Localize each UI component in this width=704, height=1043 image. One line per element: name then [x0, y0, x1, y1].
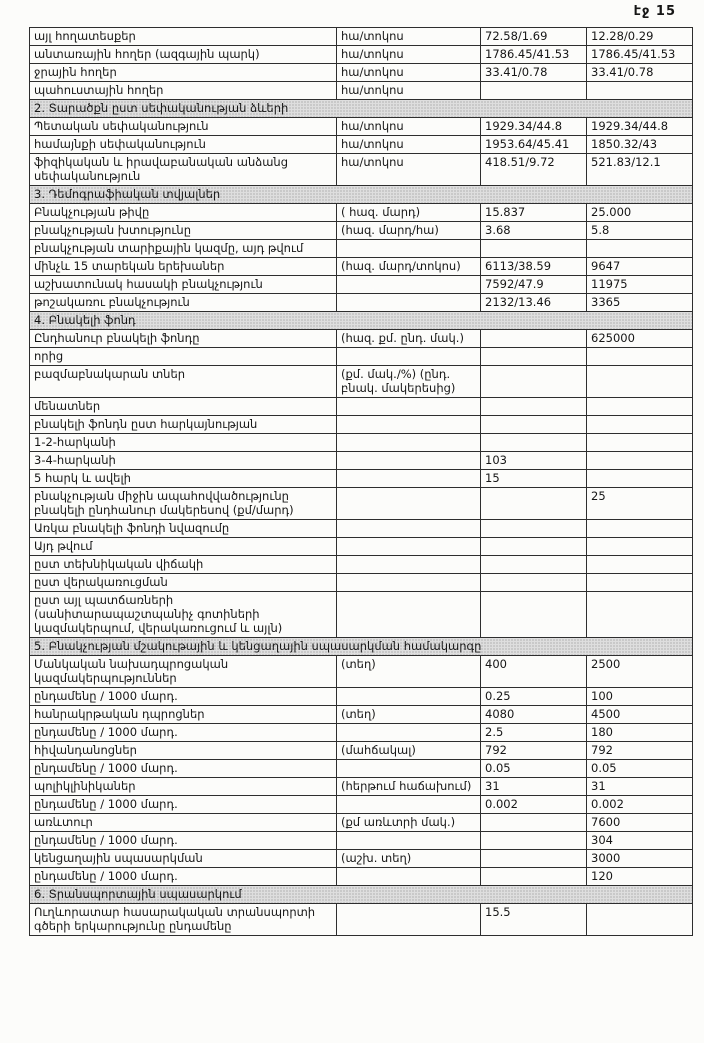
- row-value2-cell: 11975: [587, 276, 693, 294]
- row-label-cell: ընդամենը / 1000 մարդ.: [30, 760, 337, 778]
- table-row: [30, 796, 693, 814]
- table-row: [30, 556, 693, 574]
- row-label-cell: ջրային հողեր: [30, 64, 337, 82]
- row-label-cell: այլ հողատեսքեր: [30, 28, 337, 46]
- row-unit-cell: (մահճակալ): [337, 742, 481, 760]
- row-label-cell: Բնակչության թիվը: [30, 204, 337, 222]
- row-value2-cell: 304: [587, 832, 693, 850]
- section-label: 3. Դեմոգրաֆիական տվյալներ: [30, 186, 693, 204]
- row-unit-cell: [337, 538, 481, 556]
- row-value1-cell: [481, 814, 587, 832]
- row-value1-cell: 31: [481, 778, 587, 796]
- row-value2-cell: [587, 366, 693, 398]
- row-value2-cell: 120: [587, 868, 693, 886]
- row-value1-cell: 418.51/9.72: [481, 154, 587, 186]
- row-label-cell: հիվանդանոցներ: [30, 742, 337, 760]
- row-value2-cell: 9647: [587, 258, 693, 276]
- row-value1-cell: [481, 434, 587, 452]
- row-label-cell: ընդամենը / 1000 մարդ.: [30, 868, 337, 886]
- row-label-cell: համայնքի սեփականություն: [30, 136, 337, 154]
- table-row: [30, 258, 693, 276]
- row-value1-cell: 103: [481, 452, 587, 470]
- row-label-cell: ըստ վերակառուցման: [30, 574, 337, 592]
- table-row: [30, 46, 693, 64]
- row-value1-cell: 2132/13.46: [481, 294, 587, 312]
- row-value2-cell: 0.002: [587, 796, 693, 814]
- row-value1-cell: [481, 556, 587, 574]
- row-unit-cell: (հերթում հաճախում): [337, 778, 481, 796]
- row-unit-cell: [337, 796, 481, 814]
- table-row: [30, 574, 693, 592]
- row-value1-cell: [481, 574, 587, 592]
- row-value2-cell: 625000: [587, 330, 693, 348]
- row-label-cell: ընդամենը / 1000 մարդ.: [30, 688, 337, 706]
- row-value2-cell: 3365: [587, 294, 693, 312]
- row-value2-cell: [587, 398, 693, 416]
- report-table: [29, 27, 693, 936]
- row-unit-cell: [337, 294, 481, 312]
- table-row: [30, 724, 693, 742]
- row-value1-cell: 33.41/0.78: [481, 64, 587, 82]
- table-row: [30, 222, 693, 240]
- row-value2-cell: 31: [587, 778, 693, 796]
- row-label-cell: բնակչության միջին ապահովվածությունը բնակելի ընդհանուր մակերեսով (քմ/մարդ): [30, 488, 337, 520]
- row-value2-cell: [587, 452, 693, 470]
- row-unit-cell: [337, 724, 481, 742]
- row-unit-cell: ( հազ. մարդ): [337, 204, 481, 222]
- row-unit-cell: [337, 868, 481, 886]
- table-row: [30, 348, 693, 366]
- table-row: [30, 28, 693, 46]
- row-value2-cell: [587, 904, 693, 936]
- row-value2-cell: 5.8: [587, 222, 693, 240]
- row-unit-cell: [337, 556, 481, 574]
- row-value2-cell: [587, 520, 693, 538]
- section-label: 6. Տրանսպորտային սպասարկում: [30, 886, 693, 904]
- row-label-cell: մինչև 15 տարեկան երեխաներ: [30, 258, 337, 276]
- row-value1-cell: 0.05: [481, 760, 587, 778]
- row-label-cell: Այդ թվում: [30, 538, 337, 556]
- row-value2-cell: 7600: [587, 814, 693, 832]
- table-row: [30, 398, 693, 416]
- table-row: [30, 434, 693, 452]
- row-value1-cell: 72.58/1.69: [481, 28, 587, 46]
- row-value1-cell: [481, 520, 587, 538]
- section-row: [30, 100, 693, 118]
- table-row: [30, 294, 693, 312]
- row-label-cell: Ուղևորատար հասարակական տրանսպորտի գծերի երկարությունը ընդամենը: [30, 904, 337, 936]
- table-row: [30, 850, 693, 868]
- table-row: [30, 814, 693, 832]
- row-label-cell: ընդամենը / 1000 մարդ.: [30, 832, 337, 850]
- row-label-cell: Ընդհանուր բնակելի ֆոնդը: [30, 330, 337, 348]
- row-value1-cell: 1929.34/44.8: [481, 118, 587, 136]
- row-label-cell: 1-2-հարկանի: [30, 434, 337, 452]
- row-value2-cell: [587, 348, 693, 366]
- row-unit-cell: [337, 688, 481, 706]
- row-unit-cell: (տեղ): [337, 656, 481, 688]
- row-label-cell: կենցաղային սպասարկման: [30, 850, 337, 868]
- row-value1-cell: [481, 398, 587, 416]
- row-unit-cell: [337, 488, 481, 520]
- row-value1-cell: [481, 592, 587, 638]
- row-value2-cell: [587, 82, 693, 100]
- row-unit-cell: [337, 904, 481, 936]
- row-unit-cell: [337, 832, 481, 850]
- row-label-cell: Մանկական նախադպրոցական կազմակերպություններ: [30, 656, 337, 688]
- row-label-cell: Պետական սեփականություն: [30, 118, 337, 136]
- table-row: [30, 118, 693, 136]
- table-row: [30, 832, 693, 850]
- row-value2-cell: [587, 470, 693, 488]
- row-value1-cell: 0.002: [481, 796, 587, 814]
- section-label: 2. Տարածքն ըստ սեփականության ձևերի: [30, 100, 693, 118]
- row-value2-cell: 1929.34/44.8: [587, 118, 693, 136]
- row-value1-cell: [481, 868, 587, 886]
- row-value2-cell: 4500: [587, 706, 693, 724]
- row-value2-cell: 100: [587, 688, 693, 706]
- row-value2-cell: 1786.45/41.53: [587, 46, 693, 64]
- report-table-body: [30, 28, 693, 936]
- table-row: [30, 154, 693, 186]
- row-value2-cell: [587, 538, 693, 556]
- row-label-cell: ֆիզիկական և իրավաբանական անձանց սեփականություն: [30, 154, 337, 186]
- table-row: [30, 330, 693, 348]
- row-value1-cell: [481, 366, 587, 398]
- row-value2-cell: 2500: [587, 656, 693, 688]
- table-row: [30, 760, 693, 778]
- row-label-cell: հանրակրթական դպրոցներ: [30, 706, 337, 724]
- row-label-cell: մենատներ: [30, 398, 337, 416]
- row-unit-cell: [337, 276, 481, 294]
- row-unit-cell: (քմ. մակ./%) (ընդ. բնակ. մակերեսից): [337, 366, 481, 398]
- table-row: [30, 240, 693, 258]
- row-value2-cell: [587, 434, 693, 452]
- row-unit-cell: հա/տոկոս: [337, 136, 481, 154]
- table-row: [30, 488, 693, 520]
- section-row: [30, 886, 693, 904]
- table-row: [30, 136, 693, 154]
- row-label-cell: առևտուր: [30, 814, 337, 832]
- table-row: [30, 470, 693, 488]
- row-label-cell: 5 հարկ և ավելի: [30, 470, 337, 488]
- row-value1-cell: 4080: [481, 706, 587, 724]
- row-value1-cell: 6113/38.59: [481, 258, 587, 276]
- row-value1-cell: 3.68: [481, 222, 587, 240]
- row-unit-cell: հա/տոկոս: [337, 118, 481, 136]
- row-unit-cell: (քմ առևտրի մակ.): [337, 814, 481, 832]
- row-value1-cell: 1786.45/41.53: [481, 46, 587, 64]
- row-unit-cell: [337, 240, 481, 258]
- row-unit-cell: (տեղ): [337, 706, 481, 724]
- row-value2-cell: 521.83/12.1: [587, 154, 693, 186]
- row-unit-cell: [337, 520, 481, 538]
- row-value1-cell: 0.25: [481, 688, 587, 706]
- row-unit-cell: (հազ. մարդ/հա): [337, 222, 481, 240]
- row-value1-cell: [481, 416, 587, 434]
- row-unit-cell: [337, 398, 481, 416]
- row-label-cell: բնակչության խտությունը: [30, 222, 337, 240]
- row-value2-cell: 25: [587, 488, 693, 520]
- table-row: [30, 656, 693, 688]
- row-unit-cell: [337, 574, 481, 592]
- row-unit-cell: (հազ. քմ. ընդ. մակ.): [337, 330, 481, 348]
- row-unit-cell: հա/տոկոս: [337, 46, 481, 64]
- row-unit-cell: (աշխ. տեղ): [337, 850, 481, 868]
- table-row: [30, 82, 693, 100]
- table-row: [30, 688, 693, 706]
- row-value2-cell: [587, 416, 693, 434]
- row-unit-cell: հա/տոկոս: [337, 28, 481, 46]
- table-row: [30, 706, 693, 724]
- row-label-cell: թոշակառու բնակչություն: [30, 294, 337, 312]
- table-row: [30, 868, 693, 886]
- table-row: [30, 778, 693, 796]
- table-row: [30, 538, 693, 556]
- table-row: [30, 416, 693, 434]
- table-row: [30, 520, 693, 538]
- row-value1-cell: 1953.64/45.41: [481, 136, 587, 154]
- row-value1-cell: 792: [481, 742, 587, 760]
- row-label-cell: Առկա բնակելի ֆոնդի նվազումը: [30, 520, 337, 538]
- section-row: [30, 186, 693, 204]
- row-label-cell: աշխատունակ հասակի բնակչություն: [30, 276, 337, 294]
- table-row: [30, 204, 693, 222]
- row-label-cell: բնակելի ֆոնդն ըստ հարկայնության: [30, 416, 337, 434]
- row-value1-cell: [481, 832, 587, 850]
- row-label-cell: պահուստային հողեր: [30, 82, 337, 100]
- row-value2-cell: 1850.32/43: [587, 136, 693, 154]
- row-value1-cell: [481, 538, 587, 556]
- section-label: 5. Բնակչության մշակութային և կենցաղային սպասարկման համակարգը: [30, 638, 693, 656]
- row-value1-cell: [481, 488, 587, 520]
- row-label-cell: 3-4-հարկանի: [30, 452, 337, 470]
- row-label-cell: որից: [30, 348, 337, 366]
- table-row: [30, 742, 693, 760]
- row-unit-cell: [337, 760, 481, 778]
- row-label-cell: անտառային հողեր (ազգային պարկ): [30, 46, 337, 64]
- row-unit-cell: [337, 470, 481, 488]
- page-number: էջ 15: [633, 4, 676, 19]
- row-unit-cell: հա/տոկոս: [337, 154, 481, 186]
- row-value1-cell: 400: [481, 656, 587, 688]
- row-value2-cell: 25.000: [587, 204, 693, 222]
- row-value1-cell: [481, 82, 587, 100]
- row-value1-cell: [481, 850, 587, 868]
- table-row: [30, 366, 693, 398]
- row-value2-cell: 3000: [587, 850, 693, 868]
- row-value2-cell: [587, 574, 693, 592]
- row-value2-cell: 180: [587, 724, 693, 742]
- row-value1-cell: [481, 348, 587, 366]
- row-value2-cell: [587, 556, 693, 574]
- section-label: 4. Բնակելի ֆոնդ: [30, 312, 693, 330]
- row-label-cell: ընդամենը / 1000 մարդ.: [30, 796, 337, 814]
- row-value1-cell: [481, 240, 587, 258]
- row-unit-cell: (հազ. մարդ/տոկոս): [337, 258, 481, 276]
- row-label-cell: բազմաբնակարան տներ: [30, 366, 337, 398]
- row-value2-cell: 792: [587, 742, 693, 760]
- row-label-cell: բնակչության տարիքային կազմը, այդ թվում: [30, 240, 337, 258]
- row-value1-cell: 7592/47.9: [481, 276, 587, 294]
- row-unit-cell: [337, 348, 481, 366]
- row-label-cell: ընդամենը / 1000 մարդ.: [30, 724, 337, 742]
- row-value2-cell: [587, 592, 693, 638]
- row-unit-cell: [337, 434, 481, 452]
- row-unit-cell: հա/տոկոս: [337, 82, 481, 100]
- row-value2-cell: 33.41/0.78: [587, 64, 693, 82]
- table-row: [30, 64, 693, 82]
- row-value1-cell: 15.837: [481, 204, 587, 222]
- table-row: [30, 452, 693, 470]
- row-unit-cell: [337, 416, 481, 434]
- row-value2-cell: 12.28/0.29: [587, 28, 693, 46]
- section-row: [30, 638, 693, 656]
- row-unit-cell: [337, 592, 481, 638]
- row-value1-cell: 2.5: [481, 724, 587, 742]
- row-value2-cell: [587, 240, 693, 258]
- row-value1-cell: 15: [481, 470, 587, 488]
- table-row: [30, 904, 693, 936]
- row-label-cell: պոլիկլինիկաներ: [30, 778, 337, 796]
- row-value1-cell: [481, 330, 587, 348]
- table-row: [30, 276, 693, 294]
- row-value2-cell: 0.05: [587, 760, 693, 778]
- row-label-cell: ըստ տեխնիկական վիճակի: [30, 556, 337, 574]
- row-label-cell: ըստ այլ պատճառների (սանիտարապաշտպանիչ գոտիների կազմակերպում, վերակառուցում և այլն): [30, 592, 337, 638]
- row-value1-cell: 15.5: [481, 904, 587, 936]
- table-row: [30, 592, 693, 638]
- row-unit-cell: [337, 452, 481, 470]
- row-unit-cell: հա/տոկոս: [337, 64, 481, 82]
- section-row: [30, 312, 693, 330]
